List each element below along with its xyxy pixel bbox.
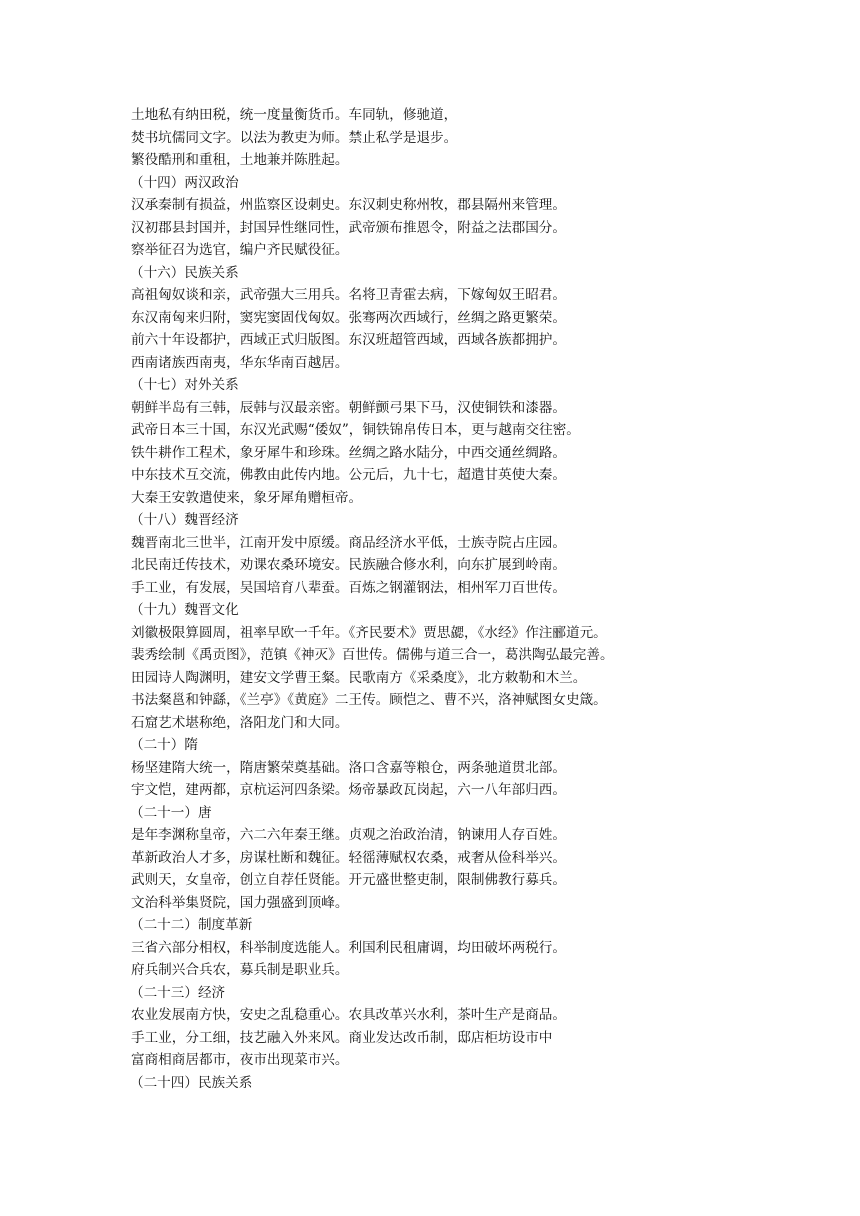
text-line: 朝鲜半岛有三韩，辰韩与汉最亲密。朝鲜颤弓果下马，汉使铜铁和漆器。: [131, 399, 566, 416]
section-heading: （二十二）制度革新: [130, 917, 253, 933]
section-heading: （二十四）民族关系: [130, 1074, 253, 1091]
text-line: 焚书坑儒同文字。以法为教吏为师。禁止私学是退步。: [131, 129, 458, 146]
text-line: 富商相商居都市，夜市出现菜市兴。: [131, 1052, 349, 1068]
text-line: 杨坚建隋大统一，隋唐繁荣奠基础。洛口含嘉等粮仓，两条驰道贯北部。: [131, 759, 566, 776]
text-line: 铁牛耕作工程术，象牙犀牛和珍珠。丝绸之路水陆分，中西交通丝绸路。: [131, 444, 566, 461]
text-line: 察举征召为选官，编户齐民赋役征。: [131, 242, 349, 258]
text-line: 书法粲邕和钟繇，《兰亭》《黄庭》二王传。顾恺之、曹不兴，洛神赋图女史箴。: [131, 692, 607, 708]
section-heading: （十四）两汉政治: [130, 174, 239, 191]
section-heading: （二十三）经济: [130, 984, 226, 1001]
text-line: 东汉南匈来归附，窦宪窦固伐匈奴。张骞两次西域行，丝绸之路更繁荣。: [131, 309, 566, 326]
document-page: [131, 104, 831, 1094]
text-line: 手工业，有发展，吴国培育八辈蚕。百炼之钢灌钢法，相州军刀百世传。: [131, 579, 566, 596]
text-line: 大秦王安敦遣使来，象牙犀角赠桓帝。: [131, 489, 363, 506]
text-line: 三省六部分相权，科举制度选能人。利国利民租庸调，均田破坏两税行。: [131, 939, 566, 956]
text-line: 高祖匈奴谈和亲，武帝强大三用兵。名将卫青霍去病，下嫁匈奴王昭君。: [131, 287, 566, 303]
text-line: 文治科举集贤院，国力强盛到顶峰。: [131, 894, 349, 911]
text-line: 裴秀绘制《禹贡图》，范镇《神灭》百世传。儒佛与道三合一，葛洪陶弘最完善。: [131, 647, 614, 663]
text-line: 田园诗人陶渊明，建安文学曹王粲。民歌南方《采桑度》，北方敕勒和木兰。: [131, 669, 587, 686]
text-line: 武帝日本三十国，东汉光武赐“倭奴”，铜铁锦帛传日本，更与越南交往密。: [131, 422, 580, 438]
text-line: 石窟艺术堪称绝，洛阳龙门和大同。: [131, 714, 349, 731]
text-line: 魏晋南北三世半，江南开发中原缓。商品经济水平低，士族寺院占庄园。: [131, 534, 566, 551]
text-line: 农业发展南方快，安史之乱稳重心。农具改革兴水利，茶叶生产是商品。: [131, 1007, 566, 1023]
text-line: 中东技术互交流，佛教由此传内地。公元后，九十七，超遣甘英使大秦。: [131, 467, 566, 483]
section-heading: （十八）魏晋经济: [130, 512, 239, 528]
section-heading: （二十）隋: [130, 737, 198, 753]
text-line: 宇文恺，建两都，京杭运河四条梁。炀帝暴政瓦岗起，六一八年部归西。: [131, 782, 566, 798]
text-line: 府兵制兴合兵农，募兵制是职业兵。: [131, 962, 349, 978]
text-line: 刘徽极限算圆周，祖率早欧一千年。《齐民要术》贾思勰，《水经》作注郦道元。: [131, 624, 607, 641]
text-line: 革新政治人才多，房谋杜断和魏征。轻徭薄赋权农桑，戒奢从俭科举兴。: [131, 849, 566, 866]
section-heading: （十九）魏晋文化: [130, 602, 239, 618]
text-line: 西南诸族西南夷，华东华南百越居。: [131, 354, 349, 371]
text-line: 繁役酷刑和重租，土地兼并陈胜起。: [131, 152, 349, 168]
section-heading: （二十一）唐: [130, 804, 212, 821]
text-line: 土地私有纳田税，统一度量衡货币。车同轨，修驰道，: [131, 107, 458, 123]
text-line: 北民南迁传技术，劝课农桑环境安。民族融合修水利，向东扩展到岭南。: [131, 557, 566, 573]
section-heading: （十七）对外关系: [130, 377, 239, 393]
section-heading: （十六）民族关系: [130, 264, 239, 281]
text-line: 汉承秦制有损益，州监察区设刺史。东汉刺史称州牧，郡县隔州来管理。: [131, 197, 566, 213]
text-line: 汉初郡县封国并，封国异性继同性，武帝颁布推恩令，附益之法郡国分。: [131, 219, 566, 236]
text-line: 是年李渊称皇帝，六二六年秦王继。贞观之治政治清，钠谏用人存百姓。: [131, 827, 566, 843]
text-line: 手工业，分工细，技艺融入外来风。商业发达改币制，邸店柜坊设市中: [131, 1029, 553, 1046]
text-line: 武则天，女皇帝，创立自荐任贤能。开元盛世整吏制，限制佛教行募兵。: [131, 872, 566, 888]
text-line: 前六十年设都护，西域正式归版图。东汉班超管西域，西域各族都拥护。: [131, 332, 566, 348]
